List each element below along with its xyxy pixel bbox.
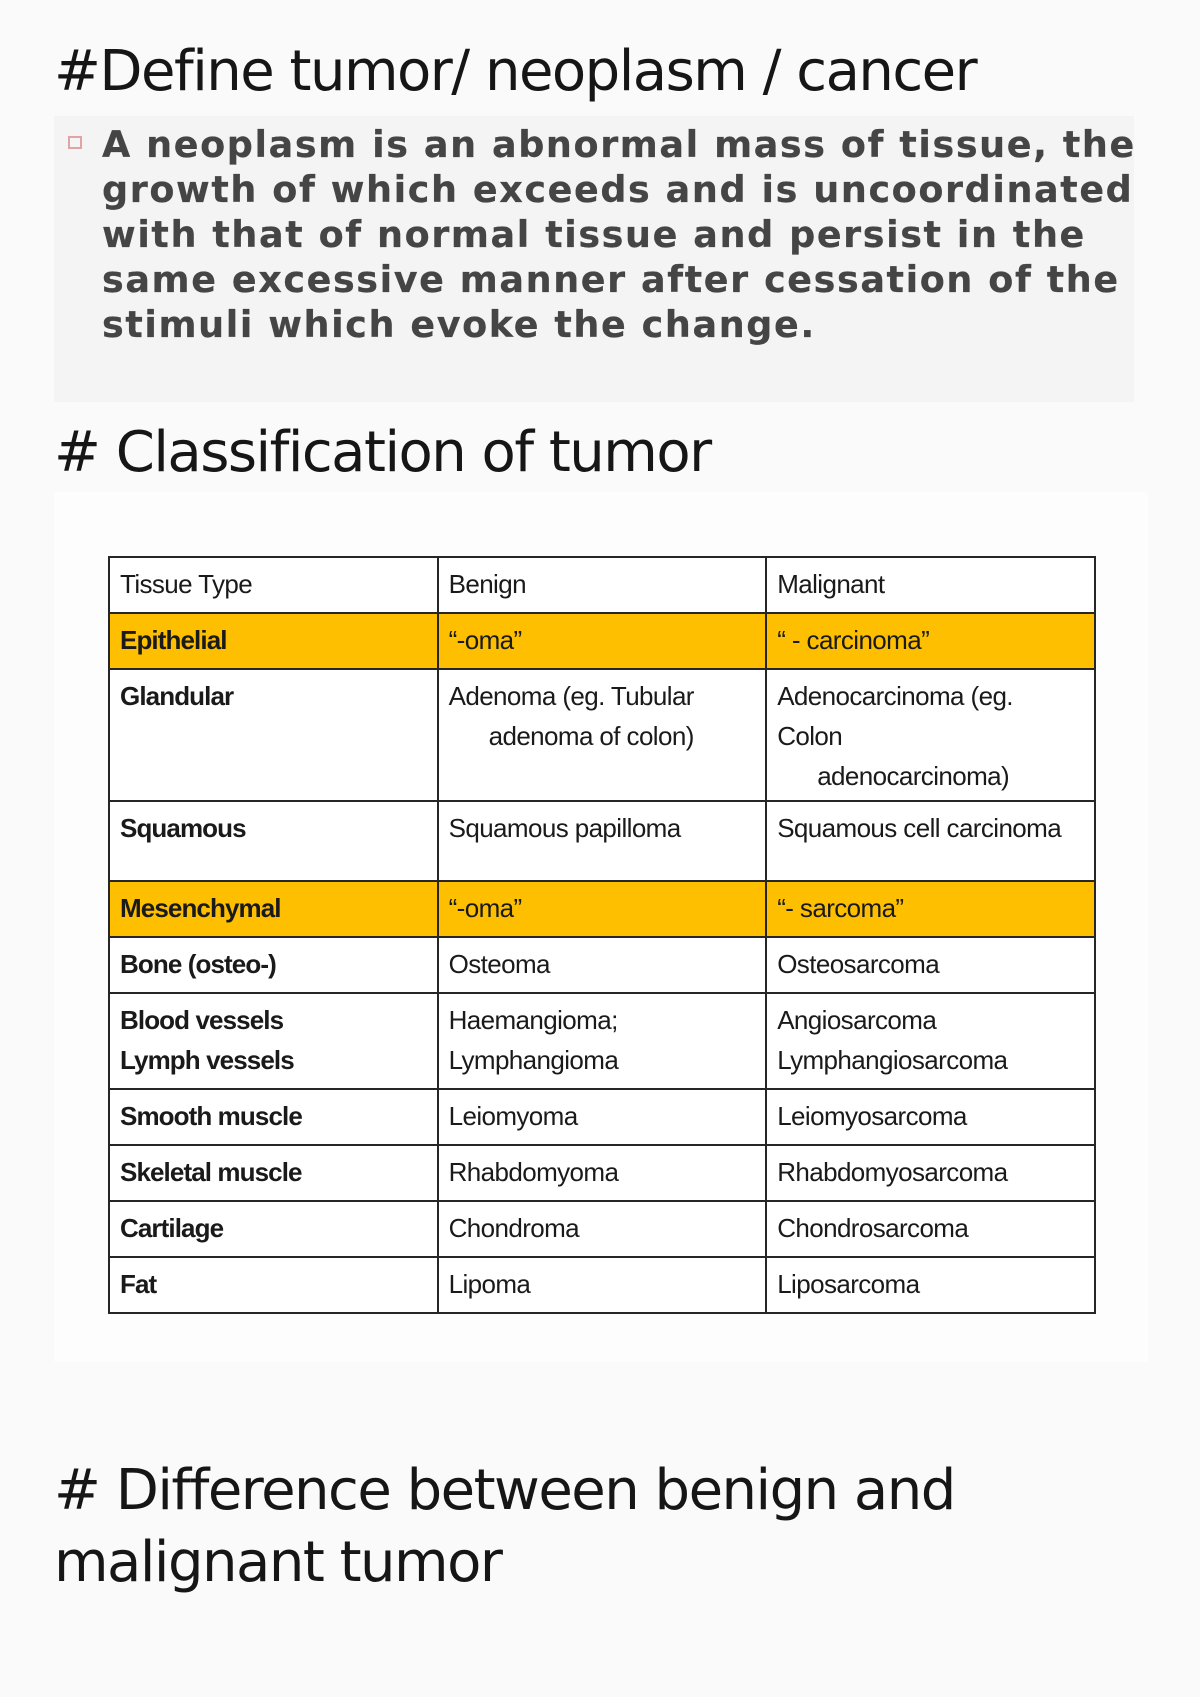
definition-text: A neoplasm is an abnormal mass of tissue, the growth of which exceeds and is uncoordinated with that of normal tissue and persist in the same excessive manner after cessation of the stimuli which evoke the change.: [102, 123, 1136, 346]
table-row: [109, 801, 1095, 881]
benign-cell: Chondroma: [438, 1201, 767, 1257]
benign-cell-line: adenoma of colon): [488, 721, 694, 751]
benign-cell: Lipoma: [438, 1257, 767, 1313]
column-header-tissue-type: Tissue Type: [109, 557, 438, 613]
table-row: [109, 1145, 1095, 1201]
malignant-cell-line: Lymphangiosarcoma: [777, 1045, 1008, 1075]
malignant-cell: Squamous cell carcinoma: [766, 801, 1095, 881]
benign-cell-line: Adenoma (eg. Tubular: [448, 681, 694, 711]
malignant-cell-line: Angiosarcoma: [777, 1005, 937, 1035]
benign-cell: Osteoma: [438, 937, 767, 993]
malignant-cell-line: Adenocarcinoma (eg. Colon: [777, 681, 1013, 751]
classification-table-image: [54, 492, 1148, 1362]
malignant-cell: [766, 993, 1095, 1089]
tissue-type-cell: Fat: [109, 1257, 438, 1313]
table-row: [109, 1089, 1095, 1145]
malignant-cell: Rhabdomyosarcoma: [766, 1145, 1095, 1201]
benign-cell: “-oma”: [438, 881, 767, 937]
benign-cell: [438, 669, 767, 801]
square-bullet-icon: [68, 136, 82, 149]
tissue-type-cell: Mesenchymal: [109, 881, 438, 937]
tissue-type-cell: Glandular: [109, 669, 438, 801]
malignant-cell: “ - carcinoma”: [766, 613, 1095, 669]
malignant-cell: [766, 669, 1095, 801]
benign-cell: Rhabdomyoma: [438, 1145, 767, 1201]
tissue-type-cell: Squamous: [109, 801, 438, 881]
table-header-row: [109, 557, 1095, 613]
column-header-benign: Benign: [438, 557, 767, 613]
table-row: [109, 937, 1095, 993]
heading-define-tumor: #Define tumor/ neoplasm / cancer: [54, 39, 977, 104]
malignant-cell: Chondrosarcoma: [766, 1201, 1095, 1257]
benign-cell: “-oma”: [438, 613, 767, 669]
table-row: [109, 613, 1095, 669]
malignant-cell: Liposarcoma: [766, 1257, 1095, 1313]
definition-slide-snippet: [54, 116, 1134, 402]
tumor-classification-table: [108, 556, 1096, 1314]
malignant-cell: Osteosarcoma: [766, 937, 1095, 993]
malignant-cell: “- sarcoma”: [766, 881, 1095, 937]
tissue-type-line: Blood vessels: [120, 1005, 284, 1035]
tissue-type-cell: Epithelial: [109, 613, 438, 669]
table-row: [109, 1257, 1095, 1313]
tissue-type-cell: Skeletal muscle: [109, 1145, 438, 1201]
benign-cell: Leiomyoma: [438, 1089, 767, 1145]
table-row: [109, 1201, 1095, 1257]
benign-cell: Squamous papilloma: [438, 801, 767, 881]
malignant-cell: Leiomyosarcoma: [766, 1089, 1095, 1145]
column-header-malignant: Malignant: [766, 557, 1095, 613]
tissue-type-cell: Cartilage: [109, 1201, 438, 1257]
tissue-type-line: Lymph vessels: [120, 1045, 294, 1075]
malignant-cell-line: adenocarcinoma): [817, 761, 1010, 791]
table-row: [109, 993, 1095, 1089]
table-row: [109, 669, 1095, 801]
tissue-type-cell: [109, 993, 438, 1089]
benign-cell: Haemangioma; Lymphangioma: [438, 993, 767, 1089]
tissue-type-cell: Smooth muscle: [109, 1089, 438, 1145]
heading-difference: # Difference between benign and malignant tumor: [54, 1458, 955, 1595]
heading-classification: # Classification of tumor: [54, 420, 711, 485]
table-row: [109, 881, 1095, 937]
tissue-type-cell: Bone (osteo-): [109, 937, 438, 993]
